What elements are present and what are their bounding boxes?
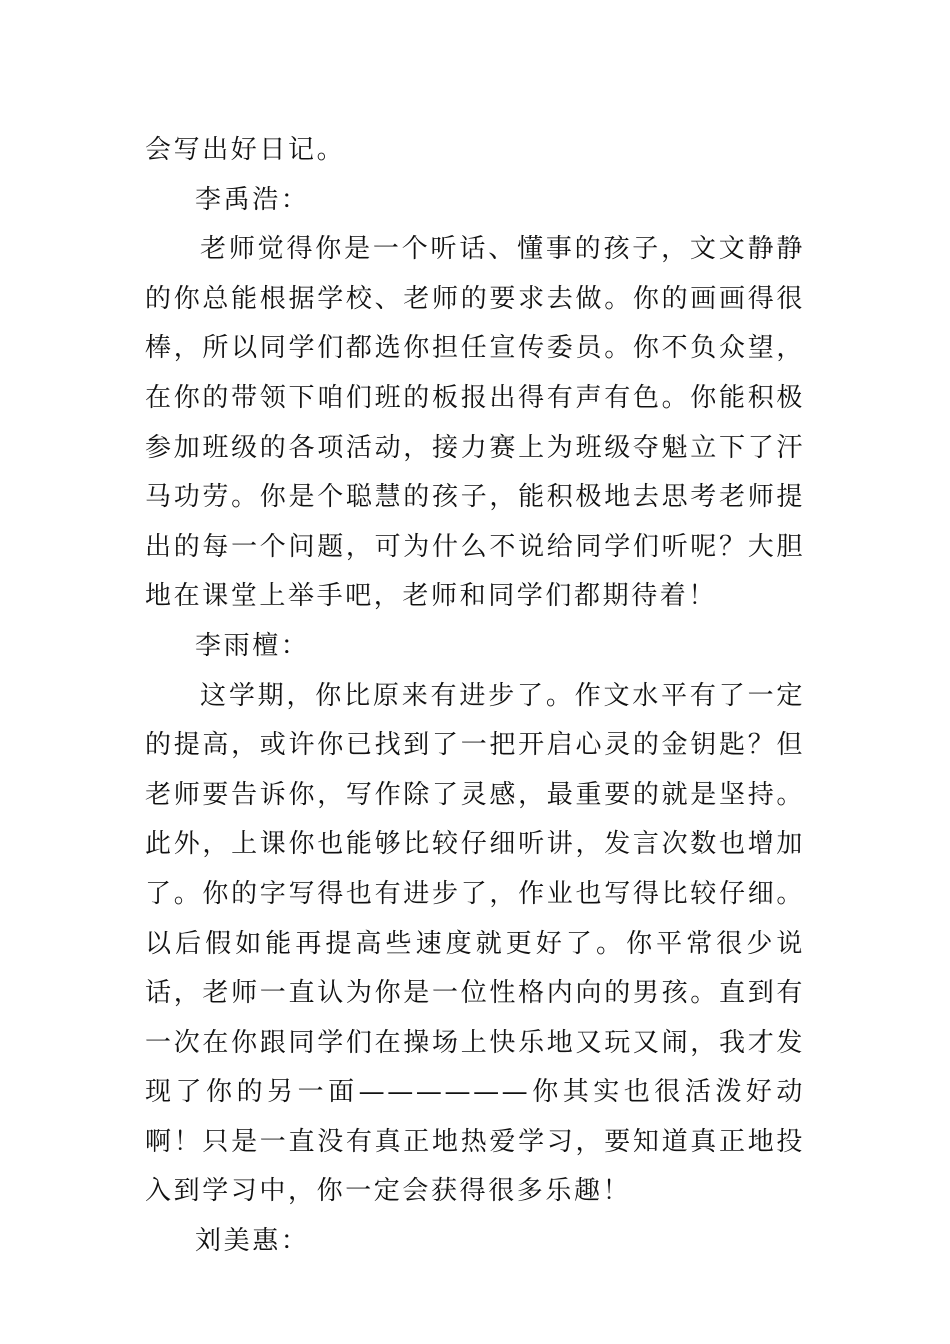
document-body [145,126,805,1267]
comment-paragraph: 这学期，你比原来有进步了。作文水平有了一定的提高，或许你已找到了一把开启心灵的金钥匙？但老师要告诉你，写作除了灵感，最重要的就是坚持。此外，上课你也能够比较仔细听讲，发言次数也增加了。你的字写得也有进步了，作业也写得比较仔细。以后假如能再提高些速度就更好了。你平常很少说话，老师一直认为你是一位性格内向的男孩。直到有一次在你跟同学们在操场上快乐地又玩又闹，我才发现了你的另一面——————你其实也很活泼好动啊！只是一直没有真正地热爱学习，要知道真正地投入到学习中，你一定会获得很多乐趣！ [145,680,805,1207]
student-name-heading: 李禹浩： [195,184,310,215]
student-name-heading: 刘美惠： [195,1226,310,1257]
student-name-heading: 李雨檀： [195,630,310,661]
comment-paragraph: 老师觉得你是一个听话、懂事的孩子，文文静静的你总能根据学校、老师的要求去做。你的画画得很棒，所以同学们都选你担任宣传委员。你不负众望，在你的带领下咱们班的板报出得有声有色。你能积极参加班级的各项活动，接力赛上为班级夺魁立下了汗马功劳。你是个聪慧的孩子，能积极地去思考老师提出的每一个问题，可为什么不说给同学们听呢？大胆地在课堂上举手吧，老师和同学们都期待着！ [145,234,805,612]
paragraph-continued: 会写出好日记。 [145,135,346,165]
